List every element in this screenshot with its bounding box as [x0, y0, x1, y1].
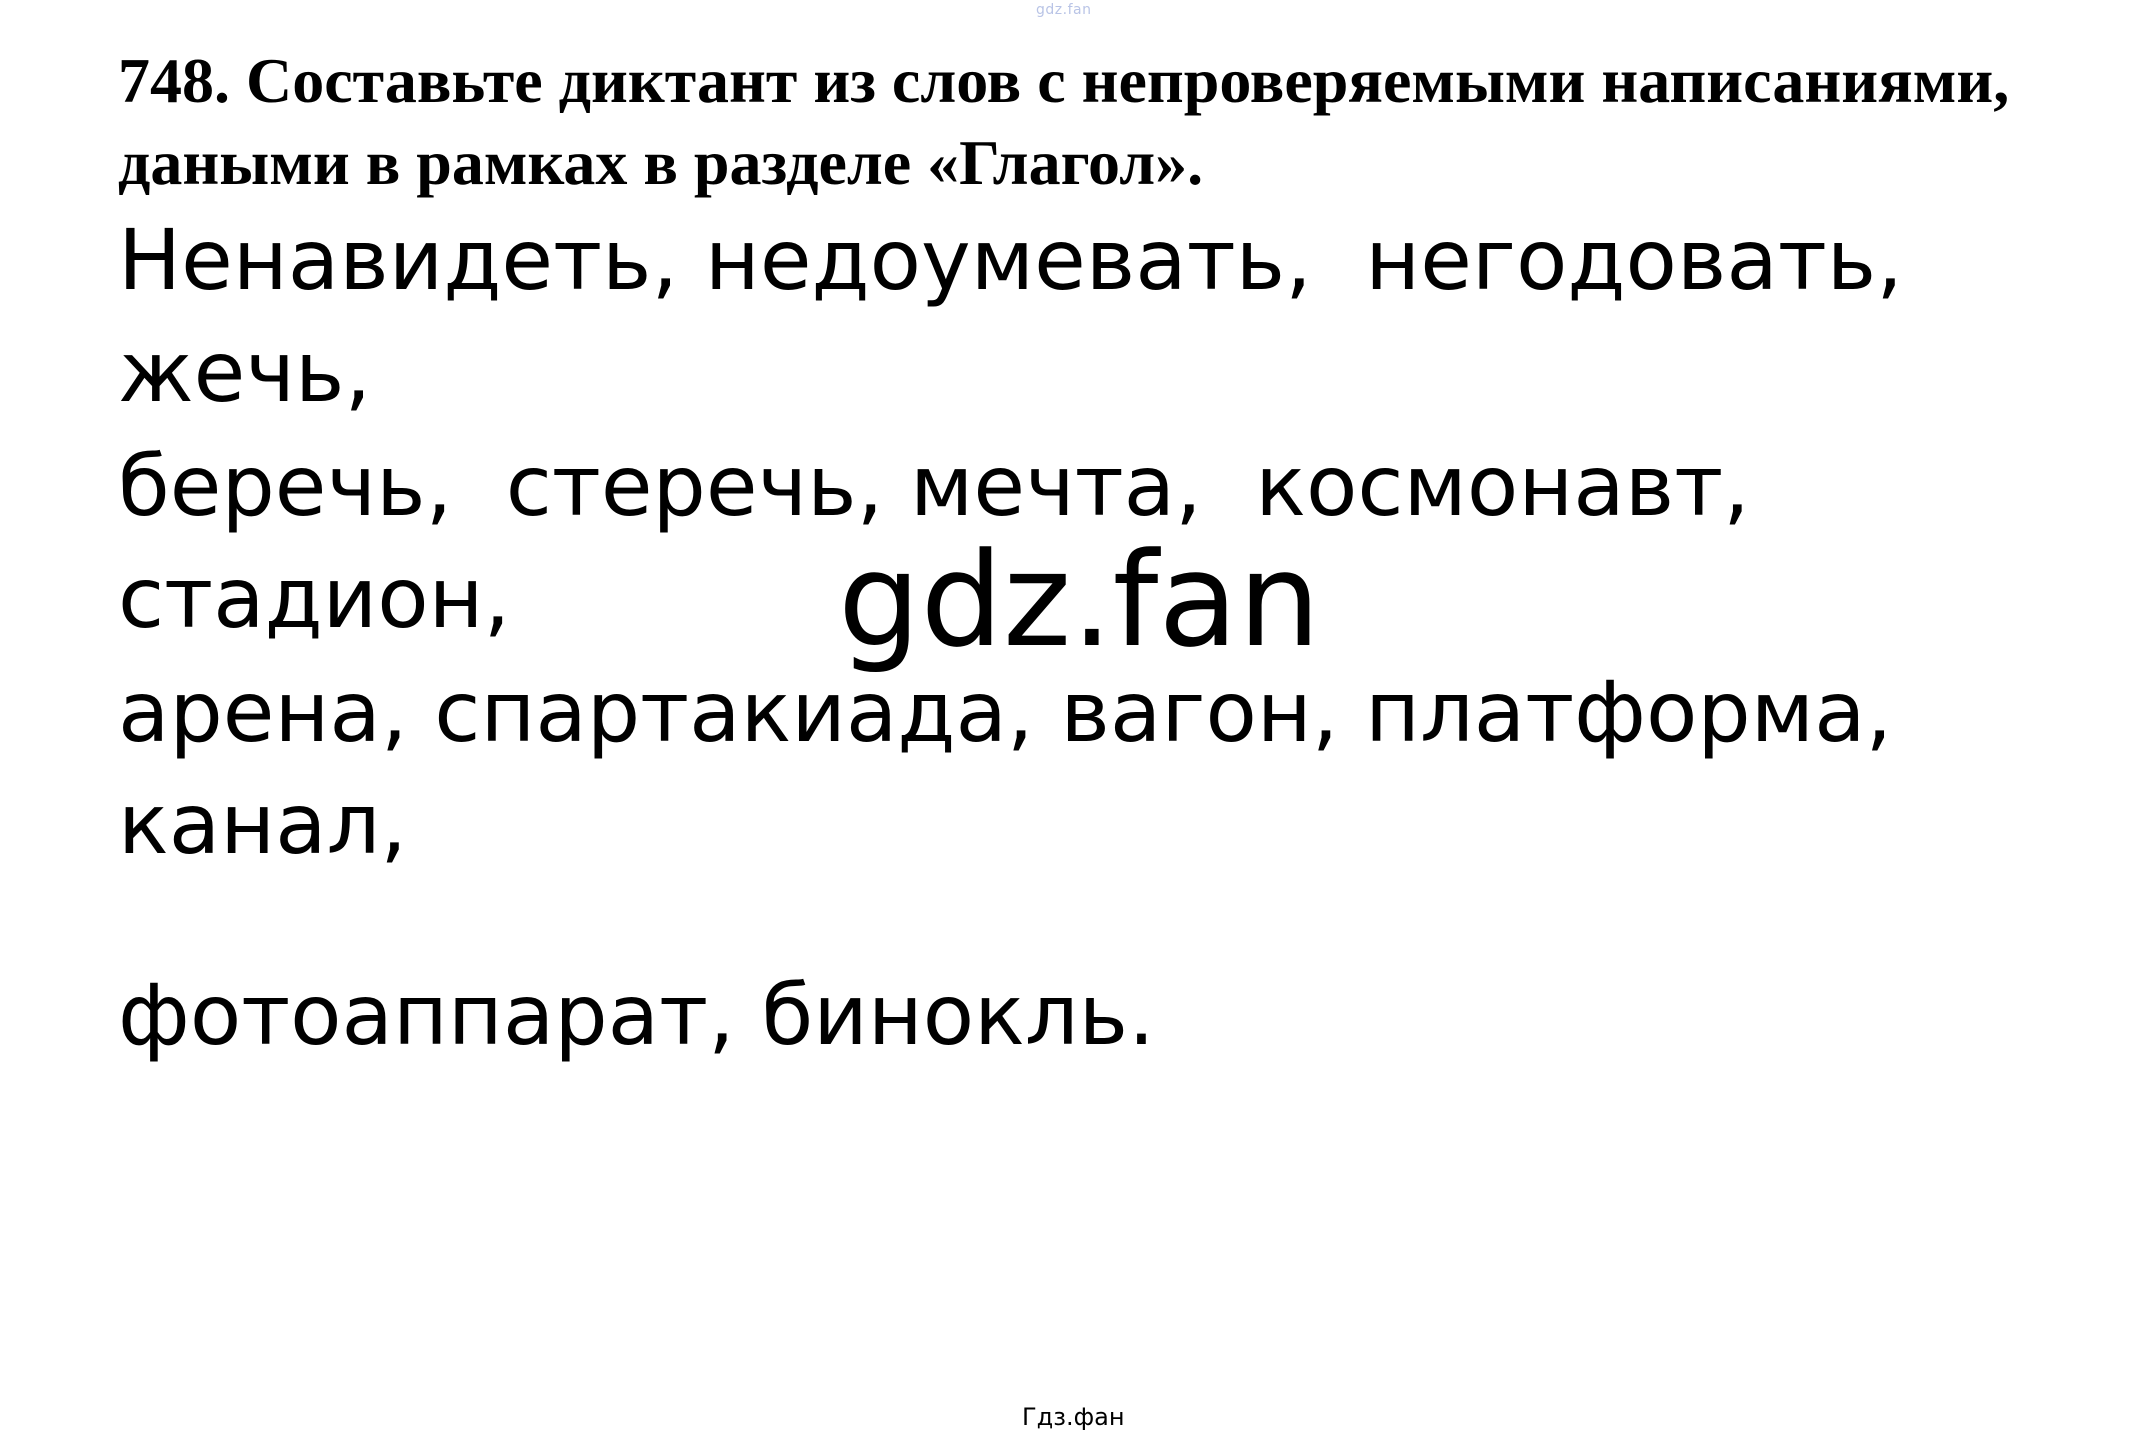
task-title: 748. Составьте диктант из слов с непроверяемыми написаниями, даными в рамках в разделе «Глагол». — [118, 45, 2010, 198]
answer-line: канал, — [118, 775, 407, 873]
footer-watermark: Гдз.фан — [1022, 1403, 1125, 1431]
answer-line: беречь, стеречь, мечта, космонавт, — [118, 437, 1750, 535]
center-watermark: gdz.fan — [838, 524, 1321, 676]
answer-line: стадион, — [118, 549, 511, 647]
answer-line: жечь, — [118, 323, 372, 421]
answer-line: фотоаппарат, бинокль. — [118, 966, 1155, 1064]
header-watermark: gdz.fan — [1036, 2, 1092, 18]
answer-line: Ненавидеть, недоумевать, негодовать, — [118, 211, 1903, 309]
answer-line: арена, спартакиада, вагон, платформа, — [118, 663, 1893, 761]
